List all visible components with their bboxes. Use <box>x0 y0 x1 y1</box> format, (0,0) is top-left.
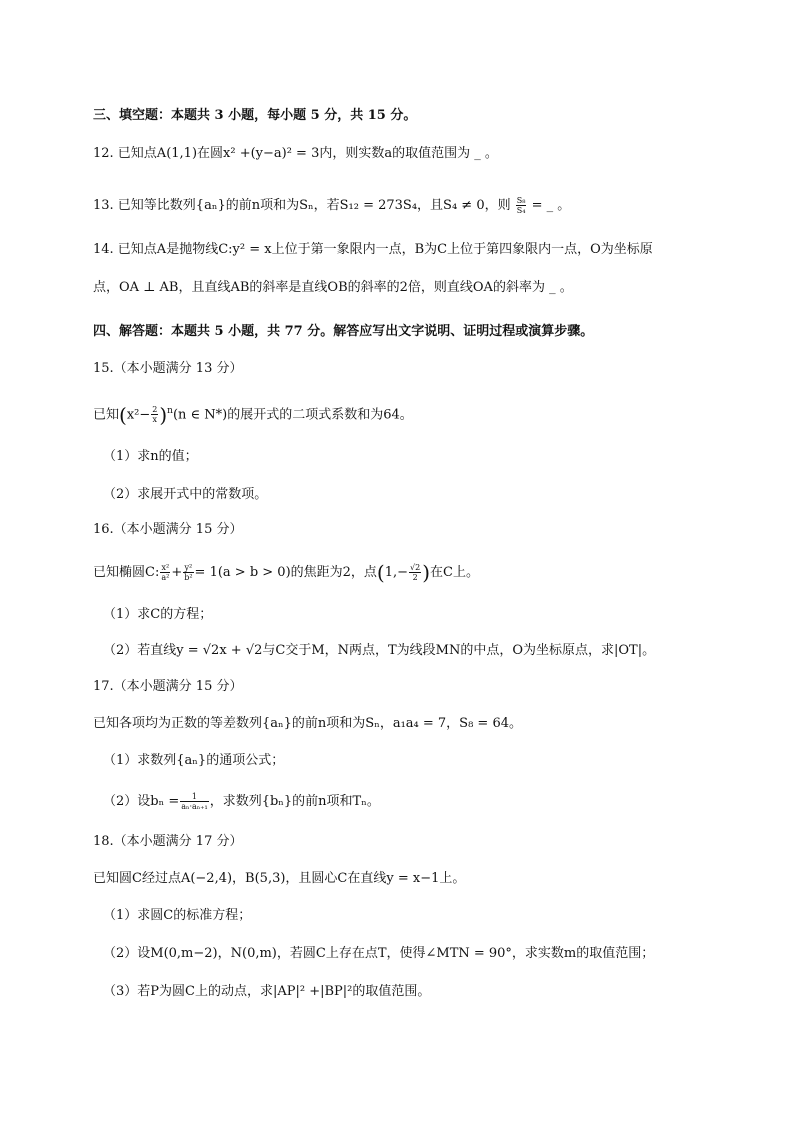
q15-stem-suffix: (n ∈ N*)的展开式的二项式系数和为64。 <box>172 407 413 423</box>
question-14-line1: 14. 已知点A是抛物线C:y² = x上位于第一象限内一点，B为C上位于第四象限内一点，O为坐标原 <box>93 242 653 257</box>
q17-part2 <box>103 792 380 811</box>
q18-title: 18.（本小题满分 17 分） <box>93 834 243 849</box>
q16-stem-mid: = 1(a > b > 0)的焦距为2，点 <box>194 565 377 580</box>
q15-frac-den: x <box>152 415 158 425</box>
q13-suffix: = _ 。 <box>531 198 571 213</box>
q16-paren-open: ( <box>376 560 385 585</box>
q16-frac-x <box>160 563 170 582</box>
q15-stem-prefix: 已知 <box>93 407 120 423</box>
q16-point-fraction <box>409 563 421 582</box>
q15-part2: （2）求展开式中的常数项。 <box>103 487 268 502</box>
q16-point-prefix: 1,− <box>384 565 409 580</box>
question-12: 12. 已知点A(1,1)在圆x² +(y−a)² = 3内，则实数a的取值范围为 _ 。 <box>93 146 498 161</box>
q13-frac-den: S₄ <box>516 206 526 215</box>
question-13 <box>93 196 570 215</box>
q17-p2-suffix: ，求数列{bₙ}的前n项和Tₙ。 <box>209 794 380 809</box>
q16-pt-den: 2 <box>412 573 418 582</box>
q16-paren-close: ) <box>422 560 431 585</box>
q17-frac-den: aₙ·aₙ₊₁ <box>181 802 208 811</box>
q15-paren-close: ) <box>159 402 168 427</box>
q15-paren-open: ( <box>119 402 127 427</box>
q17-p2-prefix: （2）设bₙ = <box>103 794 180 809</box>
q18-part1: （1）求圆C的标准方程； <box>103 908 252 923</box>
q16-part1: （1）求C的方程； <box>103 607 213 622</box>
section3-header: 三、填空题：本题共 3 小题，每小题 5 分，共 15 分。 <box>93 108 417 123</box>
q15-fraction <box>151 405 158 424</box>
q16-fy-num: y² <box>184 563 193 572</box>
q15-frac-num: 2 <box>152 405 158 415</box>
q18-stem: 已知圆C经过点A(−2,4)，B(5,3)，且圆心C在直线y = x−1上。 <box>93 871 466 886</box>
q15-exponent: n <box>167 406 173 416</box>
q17-frac-num: 1 <box>180 792 208 802</box>
q16-fx-den: a² <box>161 573 170 582</box>
q13-prefix: 13. 已知等比数列{aₙ}的前n项和为Sₙ，若S₁₂ = 273S₄，且S₄ ≠ 0，则 <box>93 198 511 213</box>
q16-stem <box>93 560 479 585</box>
q16-title: 16.（本小题满分 15 分） <box>93 522 243 537</box>
q18-part3: （3）若P为圆C上的动点，求|AP|² +|BP|²的取值范围。 <box>103 984 431 999</box>
q13-frac-num: S₈ <box>516 196 526 205</box>
q17-fraction <box>180 792 208 811</box>
q13-fraction <box>516 196 527 215</box>
question-14-line2: 点，OA ⊥ AB，且直线AB的斜率是直线OB的斜率的2倍，则直线OA的斜率为 _ 。 <box>93 280 573 295</box>
q16-part2: （2）若直线y = √2x + √2与C交于M，N两点，T为线段MN的中点，O为坐标原点，求|OT|。 <box>103 643 656 658</box>
q17-title: 17.（本小题满分 15 分） <box>93 679 243 694</box>
q16-fy-den: b² <box>184 573 193 582</box>
q16-fx-num: x² <box>161 563 170 572</box>
q16-stem-suffix: 在C上。 <box>430 565 479 580</box>
q17-part1: （1）求数列{aₙ}的通项公式； <box>103 753 285 768</box>
q15-title: 15.（本小题满分 13 分） <box>93 361 243 376</box>
q16-frac-y <box>183 563 193 582</box>
q18-part2: （2）设M(0,m−2)，N(0,m)，若圆C上存在点T，使得∠MTN = 90°，求实数m的取值范围； <box>103 946 655 961</box>
section4-header: 四、解答题：本题共 5 小题，共 77 分。解答应写出文字说明、证明过程或演算步骤。 <box>93 324 594 339</box>
q15-part1: （1）求n的值； <box>103 449 198 464</box>
q16-stem-prefix: 已知椭圆C: <box>93 565 160 580</box>
q16-plus: + <box>171 565 183 580</box>
q17-stem: 已知各项均为正数的等差数列{aₙ}的前n项和为Sₙ，a₁a₄ = 7，S₈ = 64。 <box>93 716 522 731</box>
q16-pt-num: √2 <box>410 563 421 572</box>
q15-stem <box>93 402 413 427</box>
q15-x2: x²− <box>126 407 151 423</box>
